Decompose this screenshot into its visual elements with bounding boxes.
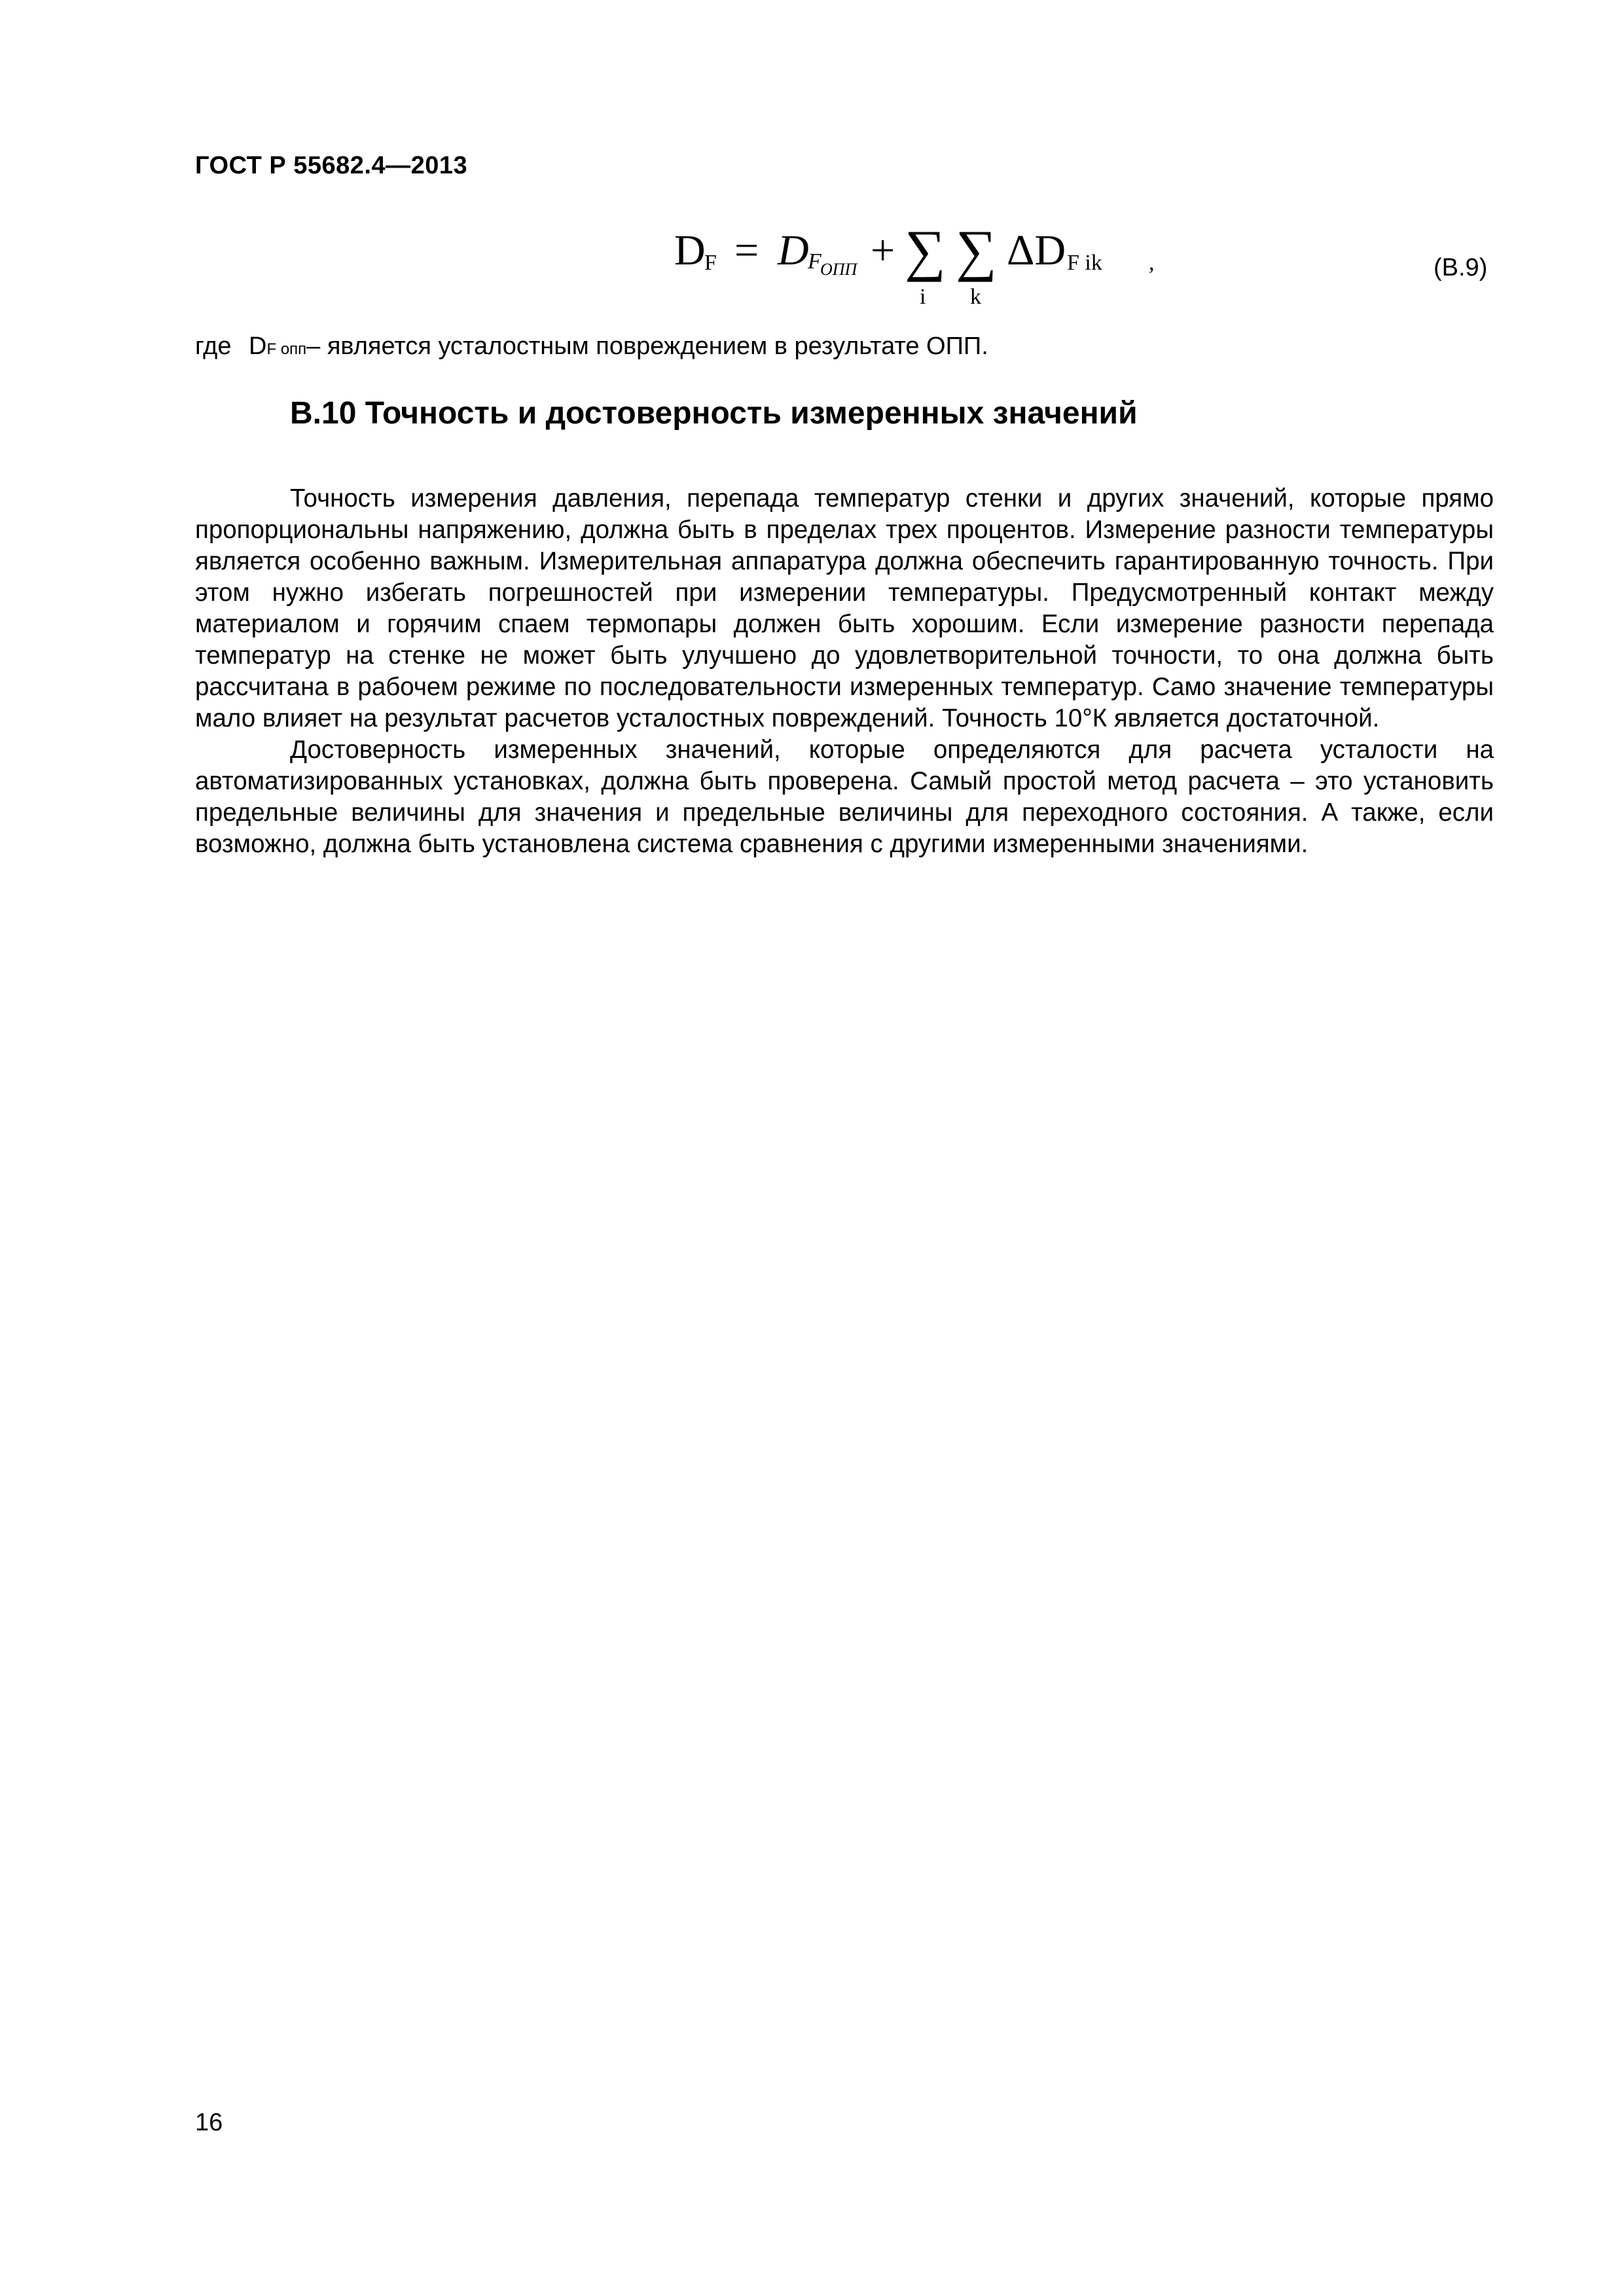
- where-symbol-subscript: F опп: [266, 340, 307, 358]
- formula-sum-k-index: k: [970, 285, 981, 309]
- formula-sum-i-index: i: [920, 285, 926, 309]
- formula-equals-sign: =: [734, 226, 759, 274]
- formula-lhs-symbol: D: [674, 226, 706, 274]
- paragraph-reliability: Достоверность измеренных значений, которые определяются для расчета усталости на автоматизированных установках, должна быть проверена. Самый простой метод расчета – это установить предельные величины для значения и предельные величины для переходного состояния. А также, если возможно, должна быть установлена система сравнения с другими измеренными значениями.: [195, 736, 1494, 858]
- section-heading: В.10 Точность и достоверность измеренных значений: [290, 396, 1138, 431]
- document-standard-header: ГОСТ Р 55682.4—2013: [195, 152, 468, 179]
- formula-sum-i-symbol: ∑: [905, 219, 946, 283]
- page-number: 16: [195, 2109, 223, 2136]
- formula-term1-subscript: F: [808, 249, 821, 274]
- section-body: [195, 483, 1494, 860]
- formula-term1-subsubscript: ОПП: [820, 260, 857, 279]
- formula-trailing-comma: ,: [1149, 251, 1155, 275]
- formula-term1-symbol: D: [778, 226, 809, 274]
- formula-term2-subscript: F ik: [1067, 251, 1102, 275]
- formula-where-line: [195, 332, 988, 361]
- formula-number: (B.9): [1434, 254, 1488, 281]
- formula-lhs-subscript: F: [704, 251, 717, 275]
- where-symbol: D: [249, 332, 267, 360]
- formula-sum-k-symbol: ∑: [956, 219, 997, 283]
- formula-plus-sign: +: [871, 226, 895, 274]
- paragraph-accuracy: Точность измерения давления, перепада температур стенки и других значений, которые прямо пропорциональны напряжению, должна быть в пределах трех процентов. Измерение разности температуры является особенно важным. Измерительная аппаратура должна обеспечить гарантированную точность. При этом нужно избегать погрешностей при измерении температуры. Предусмотренный контакт между материалом и горячим спаем термопары должен быть хорошим. Если измерение разности перепада температур на стенке не может быть улучшено до удовлетворительной точности, то она должна быть рассчитана в рабочем режиме по последовательности измеренных температур. Само значение температуры мало влияет на результат расчетов усталостных повреждений. Точность 10°К является достаточной.: [195, 484, 1494, 732]
- where-word: где: [195, 332, 232, 360]
- where-definition: – является усталостным повреждением в результате ОПП.: [306, 332, 988, 360]
- formula-b9: [674, 219, 1172, 317]
- formula-term2-symbol: ΔD: [1007, 226, 1066, 274]
